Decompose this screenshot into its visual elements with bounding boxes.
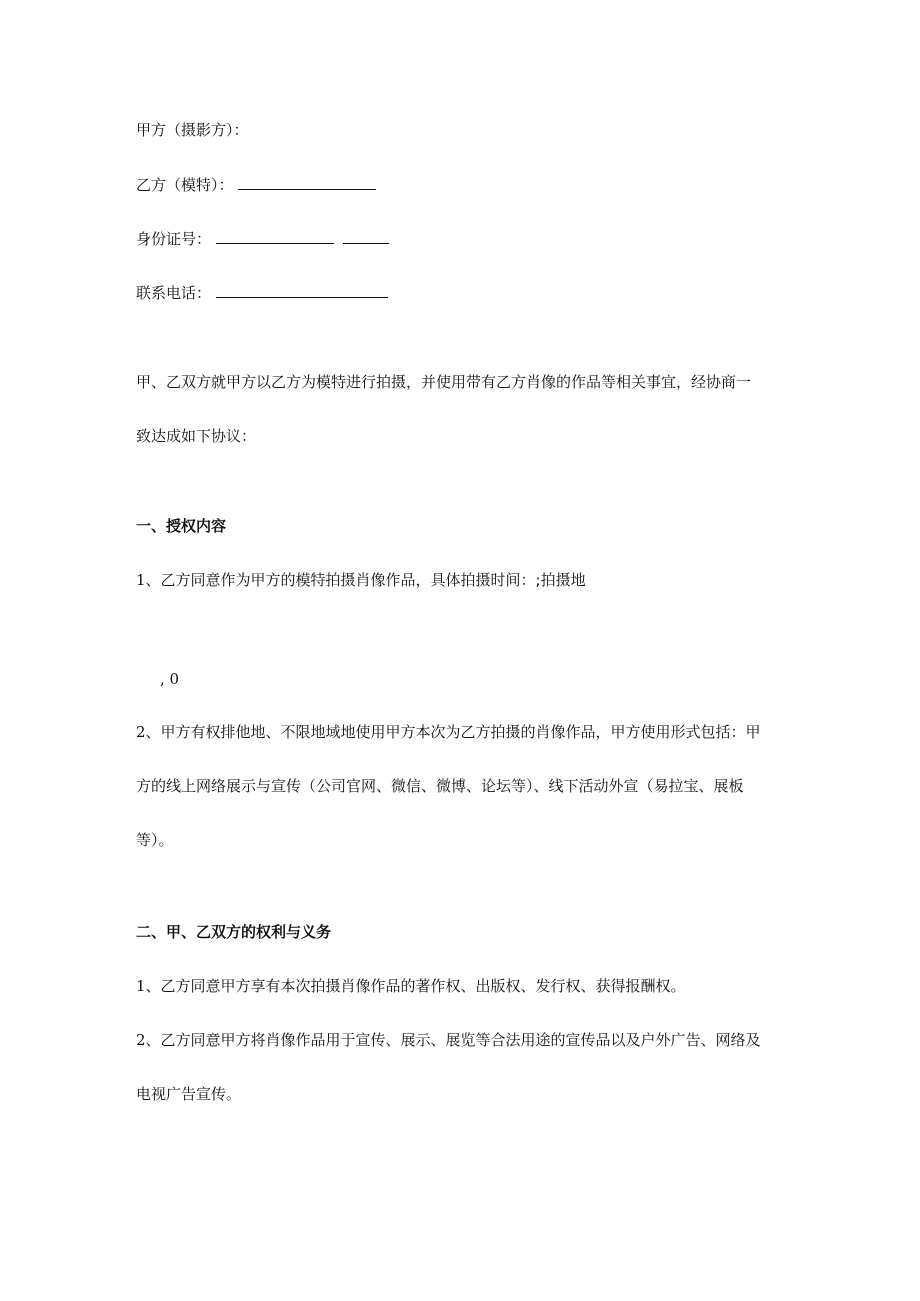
section-2-item-2-number: 2、 [136, 1031, 161, 1049]
section-1-item-2-line-1 [136, 722, 761, 742]
phone-field [136, 282, 388, 303]
section-1-item-2-text: 甲方有权排他地、不限地域地使用甲方本次为乙方拍摄的肖像作品，甲方使用形式包括：甲 [160, 723, 761, 741]
party-a-field [136, 120, 249, 140]
party-b-field [136, 174, 376, 195]
section-1-item-2-line-3: 等）。 [136, 831, 174, 849]
section-2-item-1-number: 1、 [136, 977, 161, 995]
section-2-item-2-line-2: 电视广告宣传。 [136, 1085, 242, 1103]
intro-line-1: 甲、乙双方就甲方以乙方为模特进行拍摄，并使用带有乙方肖像的作品等相关事宜，经协商一 [136, 373, 752, 391]
section-2-item-2-line-1 [136, 1030, 761, 1050]
section-1-item-2-line-2: 方的线上网络展示与宣传（公司官网、微信、微博、论坛等）、线下活动外宣（易拉宝、展板 [136, 777, 744, 795]
id-number-field [136, 228, 389, 249]
section-1-item-1-text: 乙方同意作为甲方的模特拍摄肖像作品，具体拍摄时间：;拍摄地 [160, 571, 586, 589]
party-b-blank[interactable] [238, 174, 376, 190]
party-b-label: 乙方（模特）： [136, 176, 234, 194]
section-1-item-2-number: 2、 [136, 723, 161, 741]
id-number-blank-2[interactable] [343, 228, 389, 244]
party-a-label: 甲方（摄影方）： [136, 121, 249, 139]
section-2-heading: 二、甲、乙双方的权利与义务 [136, 923, 332, 941]
section-1-item-1-continuation: , 0 [160, 670, 180, 688]
section-1-item-1-number: 1、 [136, 571, 161, 589]
section-1-heading: 一、授权内容 [136, 517, 227, 535]
section-2-item-1-text: 乙方同意甲方享有本次拍摄肖像作品的著作权、出版权、发行权、获得报酬权。 [160, 977, 686, 995]
id-number-blank-1[interactable] [216, 228, 334, 244]
intro-line-2: 致达成如下协议： [136, 427, 257, 445]
section-2-item-2-text: 乙方同意甲方将肖像作品用于宣传、展示、展览等合法用途的宣传品以及户外广告、网络及 [160, 1031, 761, 1049]
section-2-item-1 [136, 976, 686, 996]
section-1-item-1 [136, 570, 586, 590]
id-number-label: 身份证号： [136, 230, 212, 248]
phone-blank[interactable] [216, 282, 388, 298]
phone-label: 联系电话： [136, 284, 212, 302]
